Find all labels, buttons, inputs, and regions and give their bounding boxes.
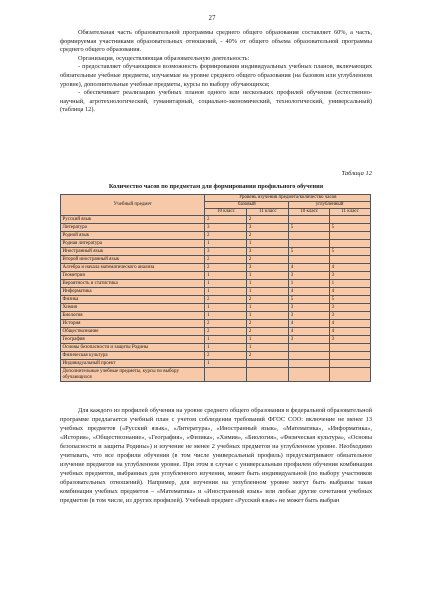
subject-cell: Литература	[61, 224, 205, 232]
basic-11-cell: 2	[247, 232, 289, 240]
basic-10-cell: 1	[205, 240, 247, 248]
table-row	[61, 272, 371, 280]
basic-11-cell	[247, 360, 289, 368]
advanced-11-cell	[330, 344, 371, 352]
advanced-11-cell	[330, 232, 371, 240]
paragraph-profiles: - обеспечивает реализацию учебных планов одного или нескольких профилей обучения (естественно-научный, агротехнологический, гуманитарный, социально-экономический, технологический, универсальный) (таблица 12).	[60, 89, 372, 114]
advanced-10-cell: 3	[289, 312, 330, 320]
advanced-10-cell: 5	[289, 248, 330, 256]
subject-cell: Биология	[61, 312, 205, 320]
table-row	[61, 288, 371, 296]
table-body	[61, 216, 371, 382]
table-row	[61, 320, 371, 328]
table-row	[61, 240, 371, 248]
basic-11-cell: 2	[247, 256, 289, 264]
basic-10-cell: 3	[205, 224, 247, 232]
advanced-11-cell	[330, 256, 371, 264]
basic-11-cell: 2	[247, 216, 289, 224]
subject-cell: Физическая культура	[61, 352, 205, 360]
advanced-10-cell: 1	[289, 280, 330, 288]
advanced-10-cell: 3	[289, 336, 330, 344]
basic-11-cell: 1	[247, 336, 289, 344]
subject-cell: Русский язык	[61, 216, 205, 224]
intro-text	[60, 29, 372, 115]
header-advanced-grade-10: 10 класс	[289, 209, 330, 216]
header-advanced: углубленный	[289, 202, 371, 209]
basic-11-cell: 1	[247, 312, 289, 320]
table-row	[61, 280, 371, 288]
basic-10-cell	[205, 368, 247, 382]
advanced-10-cell	[289, 360, 330, 368]
hours-table	[60, 194, 371, 382]
advanced-10-cell: 5	[289, 224, 330, 232]
advanced-10-cell	[289, 240, 330, 248]
subject-cell: История	[61, 320, 205, 328]
header-subject: Учебный предмет	[61, 195, 205, 216]
basic-11-cell: 1	[247, 344, 289, 352]
subject-cell: Основы безопасности и защиты Родины	[61, 344, 205, 352]
subject-cell: Информатика	[61, 288, 205, 296]
advanced-11-cell	[330, 368, 371, 382]
basic-10-cell: 2	[205, 320, 247, 328]
basic-10-cell: 1	[205, 336, 247, 344]
advanced-11-cell: 1	[330, 280, 371, 288]
table-row	[61, 344, 371, 352]
basic-10-cell: 3	[205, 248, 247, 256]
subject-cell: География	[61, 336, 205, 344]
basic-11-cell: 2	[247, 328, 289, 336]
subject-cell: Алгебра и начала математического анализа	[61, 264, 205, 272]
basic-11-cell: 2	[247, 352, 289, 360]
basic-10-cell: 2	[205, 352, 247, 360]
table-row	[61, 232, 371, 240]
advanced-10-cell: 4	[289, 264, 330, 272]
basic-10-cell: 1	[205, 280, 247, 288]
subject-cell: Дополнительные учебные предметы, курсы по выбору обучающихся	[61, 368, 205, 382]
subject-cell: Индивидуальный проект	[61, 360, 205, 368]
header-level: Уровень изучения предмета/количество часов	[205, 195, 371, 202]
paragraph-individual-plans: - предоставляет обучающимся возможность формирования индивидуальных учебных планов, включающих обязательные учебные предметы, изучаемые на уровне среднего общего образования (на базовом или углубленном уровне), дополнительные учебные предметы, курсы по выбору обучающихся;	[60, 63, 372, 88]
basic-10-cell: 2	[205, 216, 247, 224]
advanced-11-cell: 4	[330, 264, 371, 272]
header-advanced-grade-11: 11 класс	[330, 209, 371, 216]
subject-cell: Физика	[61, 296, 205, 304]
basic-11-cell: 3	[247, 264, 289, 272]
table-row	[61, 304, 371, 312]
basic-10-cell: 2	[205, 296, 247, 304]
advanced-11-cell	[330, 216, 371, 224]
basic-11-cell: 3	[247, 248, 289, 256]
advanced-11-cell: 3	[330, 304, 371, 312]
advanced-11-cell	[330, 360, 371, 368]
table-row	[61, 328, 371, 336]
table-row	[61, 312, 371, 320]
basic-10-cell: 1	[205, 288, 247, 296]
subject-cell: Химия	[61, 304, 205, 312]
header-basic: базовый	[205, 202, 289, 209]
advanced-10-cell: 4	[289, 320, 330, 328]
table-row	[61, 248, 371, 256]
advanced-10-cell	[289, 232, 330, 240]
outro-text	[60, 407, 372, 505]
subject-cell: Родной язык	[61, 232, 205, 240]
basic-10-cell: 2	[205, 264, 247, 272]
basic-11-cell: 1	[247, 240, 289, 248]
basic-10-cell: 1	[205, 344, 247, 352]
basic-11-cell: 2	[247, 296, 289, 304]
header-basic-grade-10: 10 класс	[205, 209, 247, 216]
table-row	[61, 368, 371, 382]
table-row	[61, 336, 371, 344]
basic-11-cell: 1	[247, 280, 289, 288]
basic-10-cell: 2	[205, 232, 247, 240]
advanced-10-cell: 4	[289, 328, 330, 336]
table-row	[61, 224, 371, 232]
table-row	[61, 360, 371, 368]
table-label: Таблица 12	[341, 170, 372, 177]
advanced-11-cell: 3	[330, 312, 371, 320]
basic-10-cell: 1	[205, 360, 247, 368]
subject-cell: Геометрия	[61, 272, 205, 280]
advanced-11-cell	[330, 240, 371, 248]
advanced-10-cell	[289, 216, 330, 224]
basic-11-cell: 2	[247, 320, 289, 328]
advanced-10-cell	[289, 352, 330, 360]
paragraph-organization: Организация, осуществляющая образовательную деятельность:	[78, 54, 250, 62]
basic-10-cell: 2	[205, 328, 247, 336]
advanced-11-cell: 4	[330, 328, 371, 336]
advanced-10-cell	[289, 344, 330, 352]
table-title: Количество часов по предметам для формирования профильного обучения	[108, 183, 324, 190]
advanced-10-cell: 3	[289, 304, 330, 312]
advanced-11-cell: 4	[330, 320, 371, 328]
subject-cell: Вероятность и статистика	[61, 280, 205, 288]
subject-cell: Иностранный язык	[61, 248, 205, 256]
table-row	[61, 216, 371, 224]
advanced-10-cell: 4	[289, 288, 330, 296]
basic-10-cell: 1	[205, 312, 247, 320]
header-basic-grade-11: 11 класс	[247, 209, 289, 216]
basic-10-cell: 2	[205, 256, 247, 264]
subject-cell: Обществознание	[61, 328, 205, 336]
table-row	[61, 264, 371, 272]
basic-11-cell: 1	[247, 288, 289, 296]
table-row	[61, 352, 371, 360]
advanced-11-cell	[330, 352, 371, 360]
advanced-10-cell	[289, 368, 330, 382]
subject-cell: Второй иностранный язык	[61, 256, 205, 264]
paragraph-mandatory-share: Обязательная часть образовательной программы среднего общего образования составляет 60%, а часть, формируемая участниками образовательных отношений, - 40% от общего объема образовательной программы среднего общего образования.	[60, 29, 372, 54]
advanced-11-cell: 5	[330, 224, 371, 232]
basic-10-cell: 1	[205, 304, 247, 312]
advanced-10-cell: 5	[289, 296, 330, 304]
advanced-10-cell: 3	[289, 272, 330, 280]
table-row	[61, 256, 371, 264]
page-number: 27	[208, 14, 216, 22]
advanced-11-cell: 5	[330, 296, 371, 304]
paragraph-curriculum: Для каждого из профилей обучения на уровне среднего общего образования в федеральной образовательной программе предлагается учебный план с учетом соблюдения требований ФГОС СОО: включение не менее 13 учебных предметов («Русский язык», «Литература», «Иностранный язык», «Математика», «Информатика», «История», «Обществознание», «География», «Физика», «Химия», «Биология», «Физическая культура», «Основы безопасности и защиты Родины») и изучение не менее 2 учебных предметов на углубленном уровне. Необходимо учитывать, что все профили обучения (в том числе универсальный профиль) предусматривают обязательное изучение предметов на углубленном уровне. При этом в случае с универсальным профилем обучения комбинация учебных предметов, выбранных для углубленного изучения, может быть индивидуальной (по выбору участников образовательных отношений). Например, для изучения на углубленном уровне могут быть выбраны такая комбинация учебных предметов – «Математика» и «Иностранный язык» или любые другие сочетания учебных предметов (в том числе, из других профилей). Учебный предмет «Русский язык» не может быть выбран	[60, 407, 372, 504]
basic-11-cell	[247, 368, 289, 382]
advanced-11-cell: 3	[330, 272, 371, 280]
basic-10-cell: 1	[205, 272, 247, 280]
advanced-11-cell: 5	[330, 248, 371, 256]
basic-11-cell: 3	[247, 224, 289, 232]
table-row	[61, 296, 371, 304]
advanced-11-cell: 4	[330, 288, 371, 296]
advanced-10-cell	[289, 256, 330, 264]
subject-cell: Родная литература	[61, 240, 205, 248]
basic-11-cell: 1	[247, 304, 289, 312]
basic-11-cell: 1	[247, 272, 289, 280]
advanced-11-cell: 3	[330, 336, 371, 344]
